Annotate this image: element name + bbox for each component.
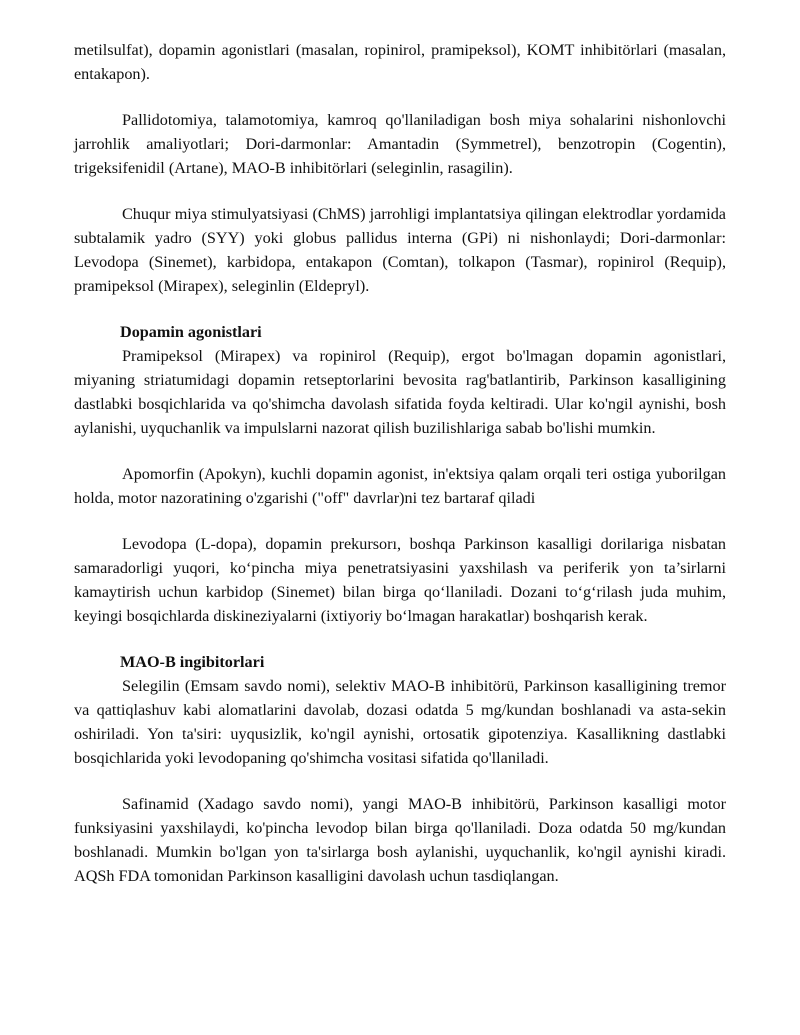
paragraph-deep-brain-stimulation: Chuqur miya stimulyatsiyasi (ChMS) jarrohligi implantatsiya qilingan elektrodlar yordamida subtalamik yadro (SYY) yoki globus pallidus interna (GPi) ni nishonlaydi; Dori-darmonlar: Levodopa (Sinemet), karbidopa, entakapon (Comtan), tolkapon (Tasmar), ropinirol (Requip), pramipeksol (Mirapex), seleginlin (Eldepryl). bbox=[74, 205, 726, 295]
paragraph-continuation: metilsulfat), dopamin agonistlari (masalan, ropinirol, pramipeksol), KOMT inhibitörlari (masalan, entakapon). bbox=[74, 41, 726, 83]
paragraph-levodopa: Levodopa (L-dopa), dopamin prekursorı, boshqa Parkinson kasalligi dorilariga nisbatan samaradorligi yuqori, ko‘pincha miya penetratsiyasini yaxshilash va periferik yon ta’sirlarni kamaytirish uchun karbidop (Sinemet) bilan birga qo‘llaniladi. Dozani to‘g‘rilash juda muhim, keyingi bosqichlarda diskineziyalarni (ixtiyoriy bo‘lmagan harakatlar) boshqarish kerak. bbox=[74, 535, 726, 625]
document-page bbox=[74, 38, 726, 888]
section-heading-mao-b: MAO-B ingibitorlari bbox=[120, 653, 265, 671]
paragraph-pramipexole: Pramipeksol (Mirapex) va ropinirol (Requip), ergot bo'lmagan dopamin agonistlari, miyaning striatumidagi dopamin retseptorlarini bevosita rag'batlantirib, Parkinson kasalligining dastlabki bosqichlarida va qo'shimcha davolash sifatida foyda keltiradi. Ular ko'ngil aynishi, bosh aylanishi, uyquchanlik va impulslarni nazorat qilish buzilishlariga sabab bo'lishi mumkin. bbox=[74, 347, 726, 437]
section-heading-dopamine-agonists: Dopamin agonistlari bbox=[120, 323, 262, 341]
paragraph-surgical-procedures: Pallidotomiya, talamotomiya, kamroq qo'llaniladigan bosh miya sohalarini nishonlovchi jarrohlik amaliyotlari; Dori-darmonlar: Amantadin (Symmetrel), benzotropin (Cogentin), trigeksifenidil (Artane), MAO-B inhibitörlari (seleginlin, rasagilin). bbox=[74, 111, 726, 177]
paragraph-selegiline: Selegilin (Emsam savdo nomi), selektiv MAO-B inhibitörü, Parkinson kasalligining tremor va qattiqlashuv kabi alomatlarini davolab, dozasi odatda 5 mg/kundan boshlanadi va asta-sekin oshiriladi. Yon ta'siri: uyqusizlik, ko'ngil aynishi, ortosatik gipotenziya. Kasallikning dastlabki bosqichlarida yoki levodopaning qo'shimcha vositasi sifatida qo'llaniladi. bbox=[74, 677, 726, 767]
paragraph-apomorphine: Apomorfin (Apokyn), kuchli dopamin agonist, in'ektsiya qalam orqali teri ostiga yuborilgan holda, motor nazoratining o'zgarishi ("off" davrlar)ni tez bartaraf qiladi bbox=[74, 465, 726, 507]
paragraph-safinamide: Safinamid (Xadago savdo nomi), yangi MAO-B inhibitörü, Parkinson kasalligi motor funksiyasini yaxshilaydi, ko'pincha levodop bilan birga qo'llaniladi. Doza odatda 50 mg/kundan boshlanadi. Mumkin bo'lgan yon ta'sirlarga bosh aylanishi, uyquchanlik, ko'ngil aynishi kiradi. AQSh FDA tomonidan Parkinson kasalligini davolash uchun tasdiqlangan. bbox=[74, 795, 726, 885]
